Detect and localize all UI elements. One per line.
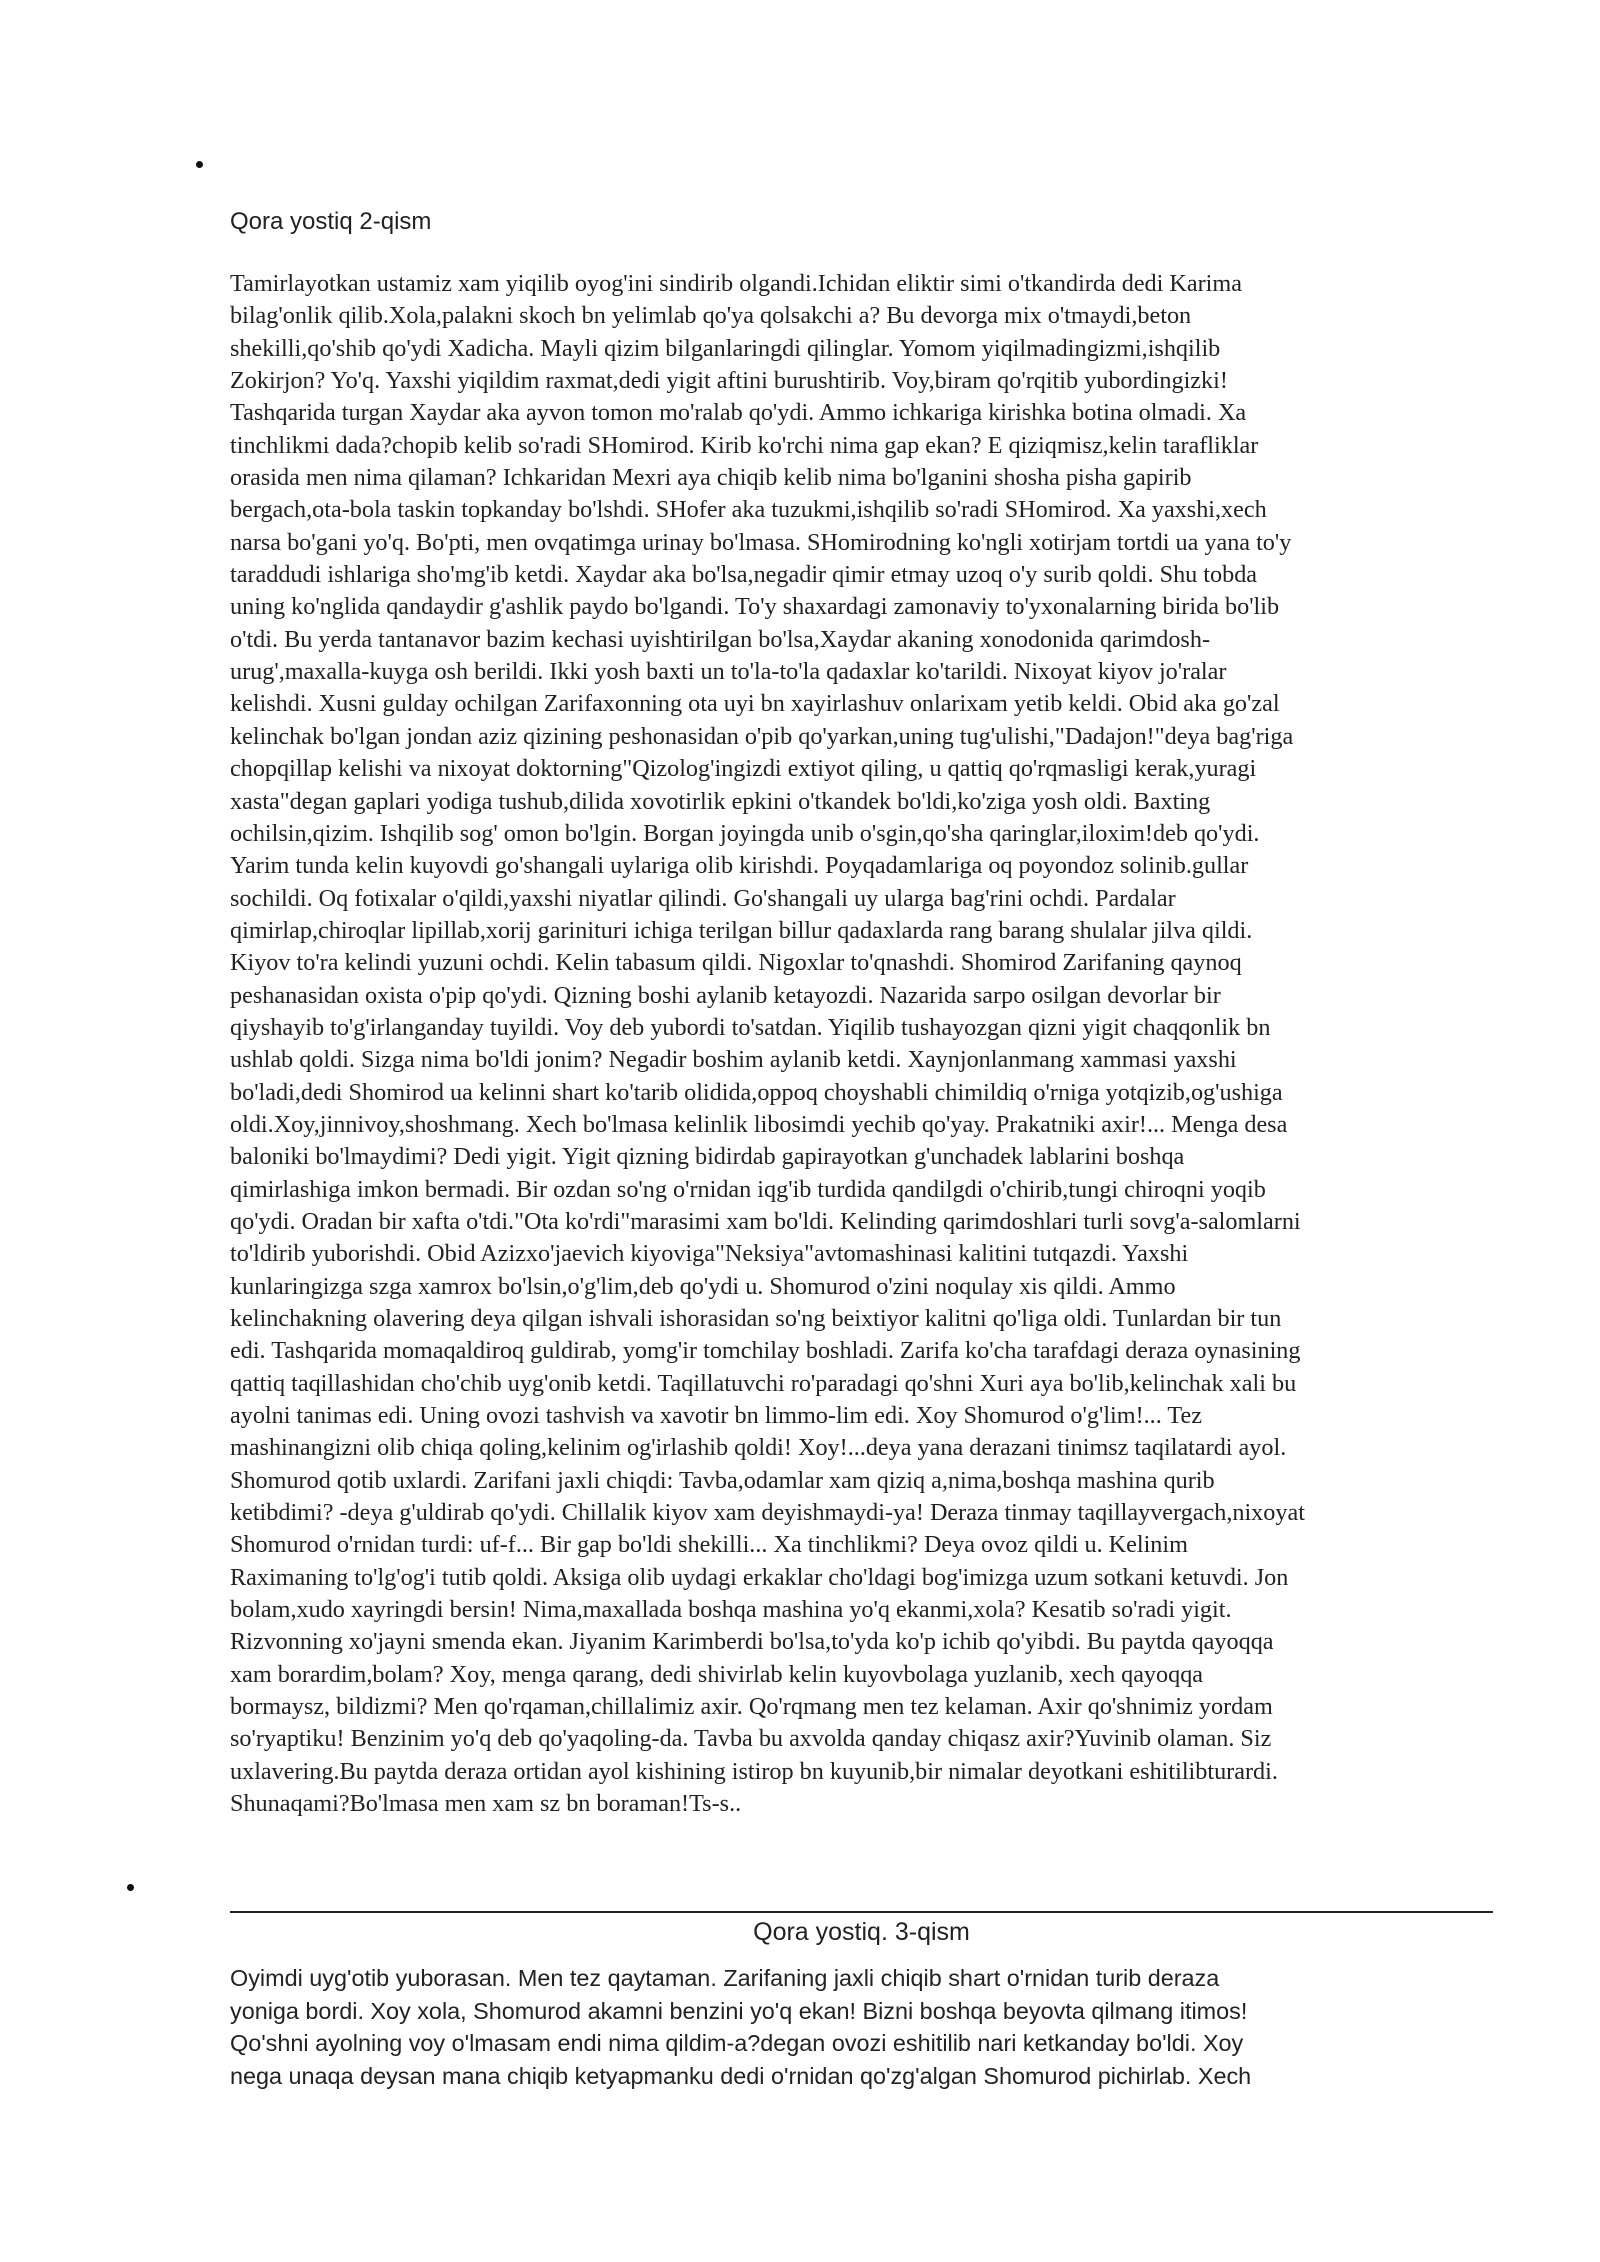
chapter-title: Qora yostiq 2-qism — [230, 208, 432, 235]
horizontal-divider — [230, 1911, 1493, 1913]
chapter-body-text: Tamirlayotkan ustamiz xam yiqilib oyog'ini sindirib olgandi.Ichidan eliktir simi o'tkandirda dedi Karima bilag'onlik qilib.Xola,palakni skoch bn yelimlab qo'ya qolsakchi a? Bu devorga mix o'tmaydi,beton shekilli,qo'shib qo'ydi Xadicha. Mayli qizim bilganlaringdi qilinglar. Yomom yiqilmadingizmi,ishqilib Zokirjon? Yo'q. Yaxshi yiqildim raxmat,dedi yigit aftini burushtirib. Voy,biram qo'rqitib yubordingizki! Tashqarida turgan Xaydar aka ayvon tomon mo'ralab qo'ydi. Ammo ichkariga kirishka botina olmadi. Xa tinchlikmi dada?chopib kelib so'radi SHomirod. Kirib ko'rchi nima gap ekan? E qiziqmisz,kelin tarafliklar orasida men nima qilaman? Ichkaridan Mexri aya chiqib kelib nima bo'lganini shosha pisha gapirib bergach,ota-bola taskin topkanday bo'lshdi. SHofer aka tuzukmi,ishqilib so'radi SHomirod. Xa yaxshi,xech narsa bo'gani yo'q. Bo'pti, men ovqatimga urinay bo'lmasa. SHomirodning ko'ngli xotirjam tortdi ua yana to'y taraddudi ishlariga sho'mg'ib ketdi. Xaydar aka bo'lsa,negadir qimir etmay uzoq o'y surib qoldi. Shu tobda uning ko'nglida qandaydir g'ashlik paydo bo'lgandi. To'y shaxardagi zamonaviy to'yxonalarning birida bo'lib o'tdi. Bu yerda tantanavor bazim kechasi uyishtirilgan bo'lsa,Xaydar akaning xonodonida qarimdosh- urug',maxalla-kuyga osh berildi. Ikki yosh baxti un to'la-to'la qadaxlar ko'tarildi. Nixoyat kiyov jo'ralar kelishdi. Xusni gulday ochilgan Zarifaxonning ota uyi bn xayirlashuv onlarixam yetib keldi. Obid aka go'zal kelinchak bo'lgan jondan aziz qizining peshonasidan o'pib qo'yarkan,uning tug'ulishi,"Dadajon!"deya bag'riga chopqillap kelishi va nixoyat doktorning"Qizolog'ingizdi extiyot qiling, u qattiq qo'rqmasligi kerak,yuragi xasta"degan gaplari yodiga tushub,dilida xovotirlik epkini o'tkandek bo'ldi,ko'ziga yosh oldi. Baxting ochilsin,qizim. Ishqilib sog' omon bo'lgin. Borgan joyingda unib o'sgin,qo'sha qaringlar,iloxim!deb qo'ydi. Yarim tunda kelin kuyovdi go'shangali uylariga olib kirishdi. Poyqadamlariga oq poyondoz solinib.gullar sochildi. Oq fotixalar o'qildi,yaxshi niyatlar qilindi. Go'shangali uy ularga bag'rini ochdi. Pardalar qimirlap,chiroqlar lipillab,xorij gariniturі ichiga terilgan billur qadaxlarda rang barang shulalar jilva qildi. Kiyov to'ra kelindi yuzuni ochdi. Kelin tabasum qildi. Nigoxlar to'qnashdi. Shomirod Zarifaning qaynoq peshanasidan oxista o'pip qo'ydi. Qizning boshi aylanib ketayozdi. Nazarida sarpo osilgan devorlar bir qiyshayib to'g'irlanganday tuyildi. Voy deb yubordi to'satdan. Yiqilib tushayozgan qizni yigit chaqqonlik bn ushlab qoldi. Sizga nima bo'ldi jonim? Negadir boshim aylanib ketdi. Xaynjonlanmang xammasi yaxshi bo'ladi,dedi Shomirod ua kelinni shart ko'tarib olidida,oppoq choyshabli chimildiq o'rniga yotqizib,og'ushiga oldi.Xoy,jinnivoy,shoshmang. Xech bo'lmasa kelinlik libosimdi yechib qo'yay. Prakatniki axir!... Menga desa baloniki bo'lmaydimi? Dedi yigit. Yigit qizning bidirdab gapirayotkan g'unchadek lablarini boshqa qimirlashiga imkon bermadi. Bir ozdan so'ng o'rnidan iqg'ib turdida qandilgdi o'chirib,tungi chiroqni yoqib qo'ydi. Oradan bir xafta o'tdi."Ota ko'rdi"marasimi xam bo'ldi. Kelinding qarimdoshlari turli sovg'a-salomlarni to'ldirib yuborishdi. Obid Azizxo'jaevich kiyoviga"Neksiya"avtomashinasi kalitini tutqazdi. Yaxshi kunlaringizga szga xamrox bo'lsin,o'g'lim,deb qo'ydi u. Shomurod o'zini noqulay xis qildi. Ammo kelinchakning olavering deya qilgan ishvali ishorasidan so'ng beixtiyor kalitni qo'liga oldi. Tunlardan bir tun edi. Tashqarida momaqaldiroq guldirab, yomg'ir tomchilay boshladi. Zarifa ko'cha tarafdagi deraza oynasining qattiq taqillashidan cho'chib uyg'onib ketdi. Taqillatuvchi ro'paradagi qo'shni Xuri aya bo'lib,kelinchak xali bu ayolni tanimas edi. Uning ovozi tashvish va xavotir bn limmo-lim edi. Xoy Shomurod o'g'lim!... Tez mashinangizni olib chiqa qoling,kelinim og'irlashib qoldi! Xoy!...deya yana derazani tinimsz taqilatardi ayol. Shomurod qotib uxlardi. Zarifani jaxli chiqdi: Tavba,odamlar xam qiziq a,nima,boshqa mashina qurib ketibdimi? -deya g'uldirab qo'ydi. Chillalik kiyov xam deyishmaydi-ya! Deraza tinmay taqillayvergach,nixoyat Shomurod o'rnidan turdi: uf-f... Bir gap bo'ldi shekilli... Xa tinchlikmi? Deya ovoz qildi u. Kelinim Raximaning to'lg'og'i tutib qoldi. Aksiga olib uydagi erkaklar cho'ldagi bog'imizga uzum sotkani ketuvdi. Jon bolam,xudo xayringdi bersin! Nima,maxallada boshqa mashina yo'q ekanmi,xola? Kesatib so'radi yigit. Rizvonning xo'jayni smenda ekan. Jiyanim Karimberdi bo'lsa,to'yda ko'p ichib qo'yibdi. Bu paytda qayoqqa xam borardim,bolam? Xoy, menga qarang, dedi shivirlab kelin kuyovbolaga yuzlanib, xech qayoqqa bormaysz, bildizmi? Men qo'rqaman,chillalimiz axir. Qo'rqmang men tez kelaman. Axir qo'shnimiz yordam so'ryaptiku! Benzinim yo'q deb qo'yaqoling-da. Tavba bu axvolda qanday chiqasz axir?Yuvinib olaman. Siz uxlavering.Bu paytda deraza ortidan ayol kishining istirop bn kuyunib,bir nimalar deyotkani eshitilibturardi. Shunaqami?Bo'lmasa men xam sz bn boraman!Ts-s.. — [230, 270, 1305, 1818]
chapter-body-text: Oyimdi uyg'otib yuborasan. Men tez qaytaman. Zarifaning jaxli chiqib shart o'rnidan turib deraza yoniga bordi. Xoy xola, Shomurod akamni benzini yo'q ekan! Bizni boshqa beyovta qilmang itimos! Qo'shni ayolning voy o'lmasam endi nima qildim-a?degan ovozi eshitilib nari ketkanday bo'ldi. Xoy nega unaqa deysan mana chiqib ketyapmanku dedi o'rnidan qo'zg'algan Shomurod pichirlab. Xech — [230, 1965, 1252, 2089]
list-bullet — [196, 161, 203, 168]
chapter-title: Qora yostiq. 3-qism — [753, 1918, 970, 1946]
list-bullet — [127, 1884, 134, 1891]
